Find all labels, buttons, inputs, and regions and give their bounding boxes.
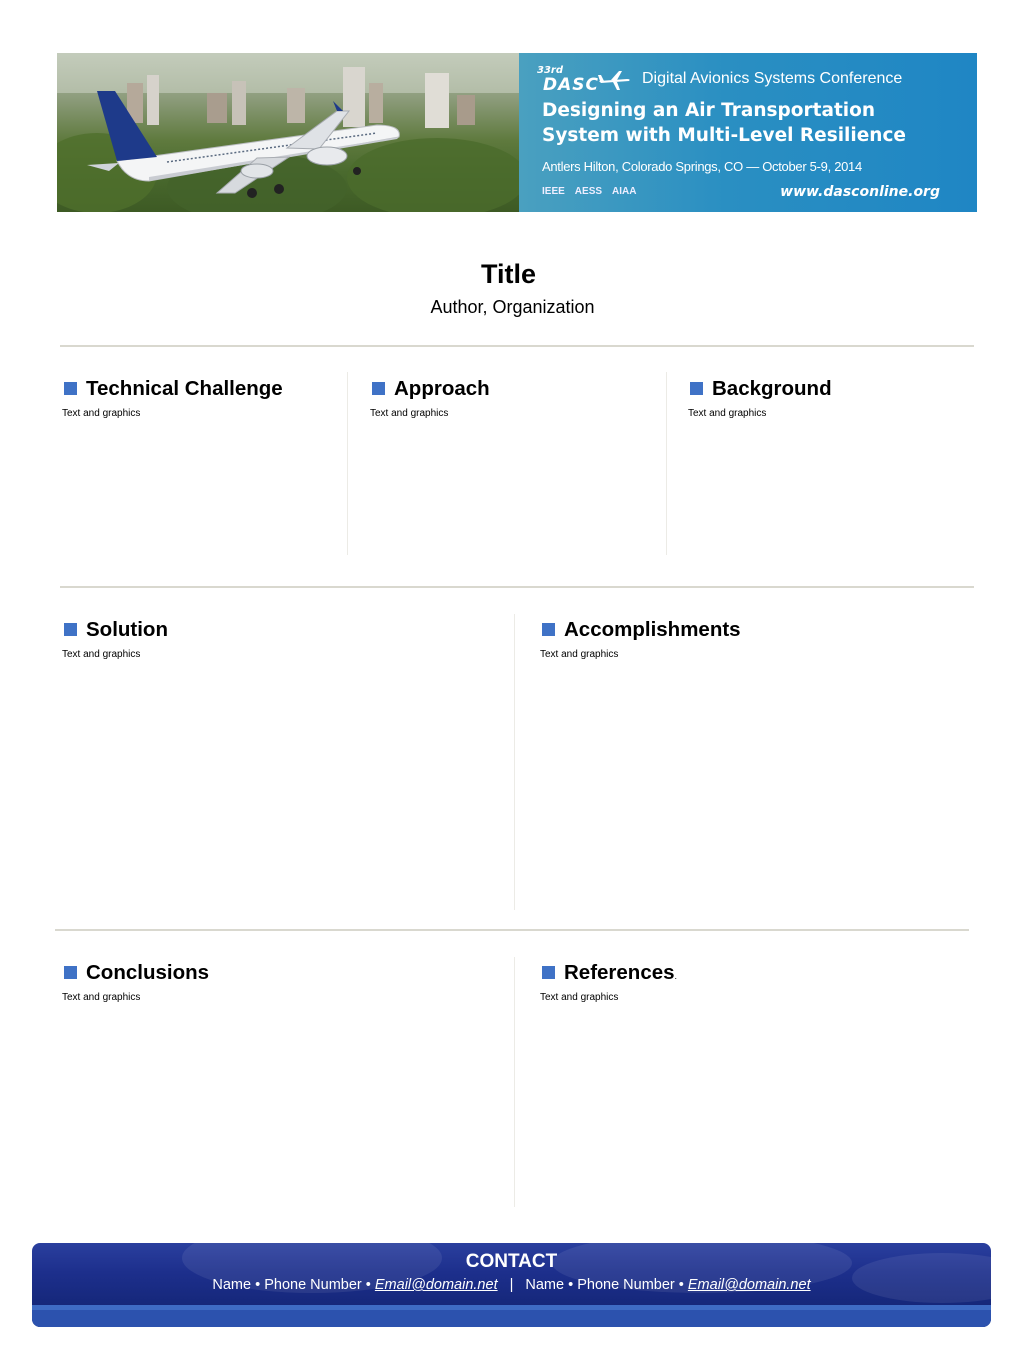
dasc-edition: 33rd	[537, 65, 564, 76]
contact-separator: |	[509, 1277, 514, 1293]
section-body: Text and graphics	[62, 992, 141, 1003]
divider-bottom	[55, 929, 969, 931]
column-divider-4	[514, 957, 515, 1207]
conference-venue: Antlers Hilton, Colorado Springs, CO — October 5-9, 2014	[542, 159, 862, 174]
section-marker-icon	[372, 382, 385, 395]
theme-line-2: System with Multi-Level Resilience	[542, 125, 906, 146]
section-body: Text and graphics	[370, 408, 449, 419]
section-body: Text and graphics	[62, 649, 141, 660]
column-divider-1	[347, 372, 348, 555]
section-title: Background	[712, 377, 832, 400]
section-marker-icon	[542, 623, 555, 636]
section-title-suffix: .	[674, 971, 678, 981]
sponsor-aess-logo: AESS	[574, 186, 603, 197]
conference-theme	[542, 98, 962, 148]
footer-band	[32, 1310, 991, 1327]
section-body: Text and graphics	[540, 992, 619, 1003]
section-body: Text and graphics	[62, 408, 141, 419]
section-approach	[372, 375, 657, 419]
contact-1-email-link[interactable]: Email@domain.net	[374, 1277, 498, 1293]
contact-details	[32, 1277, 991, 1293]
section-title: Technical Challenge	[86, 377, 283, 400]
column-divider-3	[514, 614, 515, 910]
section-accomplishments	[542, 616, 982, 660]
airplane-city-photo	[57, 53, 519, 212]
conference-banner	[57, 53, 977, 212]
contact-footer	[32, 1243, 991, 1327]
section-marker-icon	[690, 382, 703, 395]
section-marker-icon	[64, 623, 77, 636]
contact-2-details: Name • Phone Number •	[525, 1277, 688, 1293]
divider-top	[60, 345, 974, 347]
section-title: References	[564, 961, 675, 984]
plane-icon	[597, 69, 631, 91]
section-marker-icon	[64, 966, 77, 979]
conference-name: Digital Avionics Systems Conference	[642, 70, 903, 87]
theme-line-1: Designing an Air Transportation	[542, 100, 876, 121]
divider-middle	[60, 586, 974, 588]
section-solution	[64, 616, 504, 660]
section-body: Text and graphics	[540, 649, 619, 660]
section-title: Solution	[86, 618, 168, 641]
sponsor-logos	[542, 186, 636, 197]
section-title: Approach	[394, 377, 490, 400]
section-title: Accomplishments	[564, 618, 741, 641]
section-marker-icon	[542, 966, 555, 979]
poster-authors: Author, Organization	[430, 297, 595, 317]
section-background	[690, 375, 975, 419]
conference-url[interactable]: www.dasconline.org	[780, 184, 940, 200]
section-body: Text and graphics	[688, 408, 767, 419]
section-technical-challenge	[64, 375, 339, 419]
dasc-name: DASC	[543, 75, 599, 95]
column-divider-2	[666, 372, 667, 555]
sponsor-aiaa-logo: AIAA	[612, 186, 637, 197]
section-marker-icon	[64, 382, 77, 395]
section-references	[542, 959, 982, 1003]
banner-info-panel	[519, 53, 977, 212]
section-conclusions	[64, 959, 504, 1003]
contact-2-email-link[interactable]: Email@domain.net	[687, 1277, 811, 1293]
section-title: Conclusions	[86, 961, 210, 984]
airplane-photo-illustration	[57, 53, 519, 212]
contact-title: CONTACT	[465, 1251, 558, 1272]
sponsor-ieee-logo: IEEE	[542, 186, 565, 197]
contact-1-details: Name • Phone Number •	[212, 1277, 375, 1293]
poster-title: Title	[480, 259, 536, 289]
